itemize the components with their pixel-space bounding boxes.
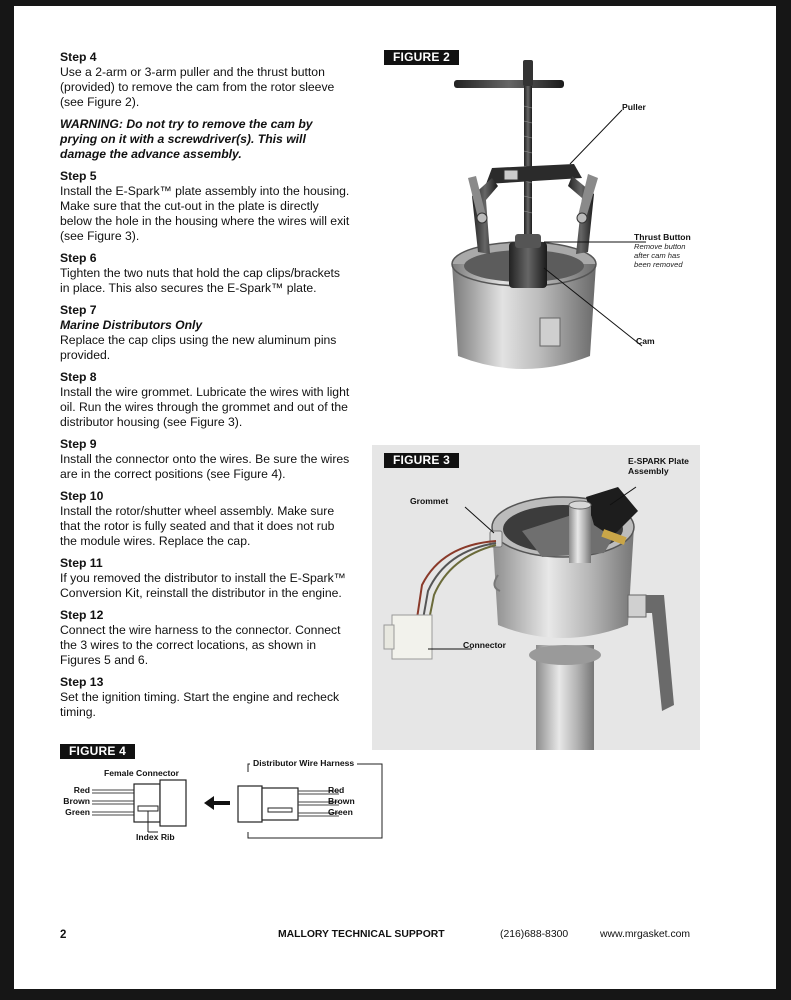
step-11: Step 11 If you removed the distributor to install the E-Spark™ Conversion Kit, reinstall the distributor in the engine. [60,556,346,600]
step-6: Step 6 Tighten the two nuts that hold the cap clips/brackets in place. This also secures the E-Spark™ plate. [60,251,341,295]
step-13: Step 13 Set the ignition timing. Start the engine and recheck timing. [60,675,340,719]
step-title: Step 4 [60,50,97,64]
warning-text: WARNING: Do not try to remove the cam by prying on it with a screwdriver(s). This will damage the advance assembly. [60,117,313,161]
figure-3-distributor-illustration [372,445,700,750]
label-index-rib: Index Rib [136,832,175,842]
step-5: Step 5 Install the E-Spark™ plate assembly into the housing. Make sure that the cut-out in the plate is directly below the hole in the housing where the wires will exit (see Figure 3). [60,169,350,243]
page-number: 2 [60,929,67,941]
figure-2-puller-illustration [374,46,694,386]
figure-2-label: FIGURE 2 [384,50,459,65]
footer-website[interactable]: www.mrgasket.com [600,929,691,940]
callout-cam: Cam [636,336,655,346]
step-4: Step 4 Use a 2-arm or 3-arm puller and the thrust button (provided) to remove the cam from the rotor sleeve (see Figure 2). [60,50,366,110]
thrust-button-note: Remove button after cam has been removed [634,242,686,269]
step-8: Step 8 Install the wire grommet. Lubricate the wires with light oil. Run the wires through the grommet and out of the distributor housing (see Figure 3). [60,370,350,429]
step-7: Step 7 Marine Distributors Only Replace the cap clips using the new aluminum pins provided. [60,303,337,362]
label-female-connector: Female Connector [104,768,179,778]
callout-connector: Connector [463,640,506,650]
callout-puller: Puller [622,102,646,112]
step-10: Step 10 Install the rotor/shutter wheel assembly. Make sure that the rotor is fully seated and that it does not rub the module wires. Replace the cap. [60,489,335,548]
callout-e-spark-plate: E-SPARK Plate Assembly [628,456,689,476]
figure-3-label: FIGURE 3 [384,453,459,468]
step-12: Step 12 Connect the wire harness to the connector. Connect the 3 wires to the correct locations, as shown in Figures 5 and 6. [60,608,341,667]
callout-grommet: Grommet [410,496,449,506]
footer-support: MALLORY TECHNICAL SUPPORT [278,929,445,940]
steps-column [60,50,366,727]
footer-phone: (216)688-8300 [500,929,569,940]
label-distributor-wire-harness: Distributor Wire Harness [250,758,357,768]
callout-thrust-button: Thrust Button [634,232,691,242]
wires-right-labels: Red Brown Green [328,785,355,817]
manual-page [14,6,776,989]
figure-4-label: FIGURE 4 [60,744,135,759]
step-9: Step 9 Install the connector onto the wires. Be sure the wires are in the correct positions (see Figure 4). [60,437,350,481]
wires-left-labels: Red Brown Green [63,785,90,817]
